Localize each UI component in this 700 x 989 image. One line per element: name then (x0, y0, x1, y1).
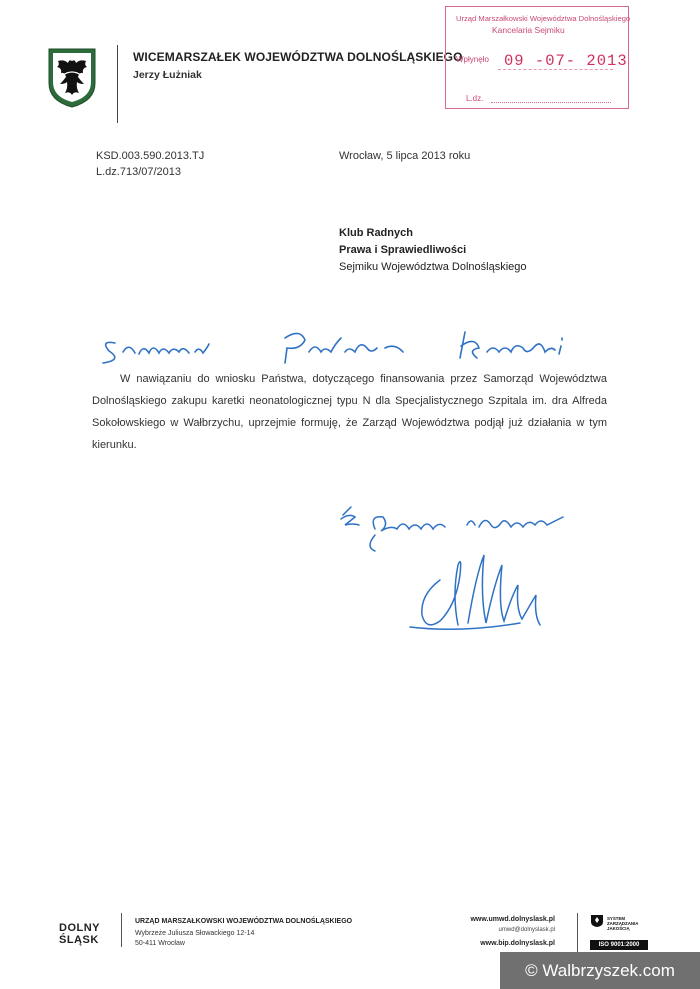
stamp-divider (498, 69, 613, 70)
footer-office-name: URZĄD MARSZAŁKOWSKI WOJEWÓDZTWA DOLNOŚLĄSKIEGO (135, 918, 353, 925)
recipient-line-3: Sejmiku Województwa Dolnośląskiego (339, 261, 527, 273)
iso-crest-icon (590, 914, 604, 928)
iso-caption-line-1: SYSTEM (607, 916, 626, 921)
footer-brand-logo (59, 922, 100, 946)
footer-email-link[interactable]: umwd@dolnyslask.pl (498, 927, 555, 933)
iso-caption (607, 916, 638, 931)
footer-website-link[interactable]: www.umwd.dolnyslask.pl (470, 916, 555, 923)
log-number: L.dz.713/07/2013 (96, 166, 182, 178)
stamp-received-label: Wpłynęło (456, 55, 489, 64)
office-title: WICEMARSZAŁEK WOJEWÓDZTWA DOLNOŚLĄSKIEGO (133, 50, 463, 64)
watermark: © Walbrzyszek.com (500, 952, 700, 989)
footer-logo-line-1: DOLNY (59, 922, 100, 934)
stamp-office: Urząd Marszałkowski Województwa Dolnośląskiego (456, 14, 631, 23)
handwritten-salutation (95, 318, 605, 368)
footer-divider (121, 913, 122, 947)
iso-caption-line-2: ZARZĄDZANIA (607, 921, 639, 926)
stamp-ldz-line (491, 102, 611, 103)
iso-caption-line-3: JAKOŚCIĄ (607, 926, 630, 931)
footer-divider-2 (577, 913, 578, 953)
stamp-ldz-label: L.dz. (466, 94, 484, 103)
stamp-department: Kancelaria Sejmiku (492, 25, 565, 35)
received-stamp (445, 6, 629, 109)
place-and-date: Wrocław, 5 lipca 2013 roku (339, 150, 471, 162)
footer-bip-link[interactable]: www.bip.dolnyslask.pl (480, 940, 555, 947)
recipient-line-2: Prawa i Sprawiedliwości (339, 244, 467, 256)
iso-certificate-badge: ISO 9001:2000 (590, 940, 648, 950)
letter-paragraph: W nawiązaniu do wniosku Państwa, dotyczącego finansowania przez Samorząd Województwa Dolnośląskiego zakupu karetki neonatologicznej typu N dla Specjalistycznego Szpitala im. dra Alfreda Sokołowskiego w Wałbrzychu, uprzejmie formuję, że Zarząd Województwa podjął już działania w tym kierunku. (92, 373, 607, 451)
recipient-line-1: Klub Radnych (339, 227, 413, 239)
signature (400, 535, 570, 645)
footer-address-line-1: Wybrzeże Juliusza Słowackiego 12-14 (135, 930, 255, 937)
crest-logo-icon (47, 47, 97, 109)
reference-number: KSD.003.590.2013.TJ (96, 150, 205, 162)
stamp-received-date: 09 -07- 2013 (504, 52, 628, 70)
footer-address-line-2: 50-411 Wrocław (135, 940, 185, 947)
office-person: Jerzy Łużniak (133, 69, 202, 81)
letter-body (92, 368, 607, 456)
header-divider (117, 45, 118, 123)
footer-logo-line-2: ŚLĄSK (59, 934, 99, 946)
